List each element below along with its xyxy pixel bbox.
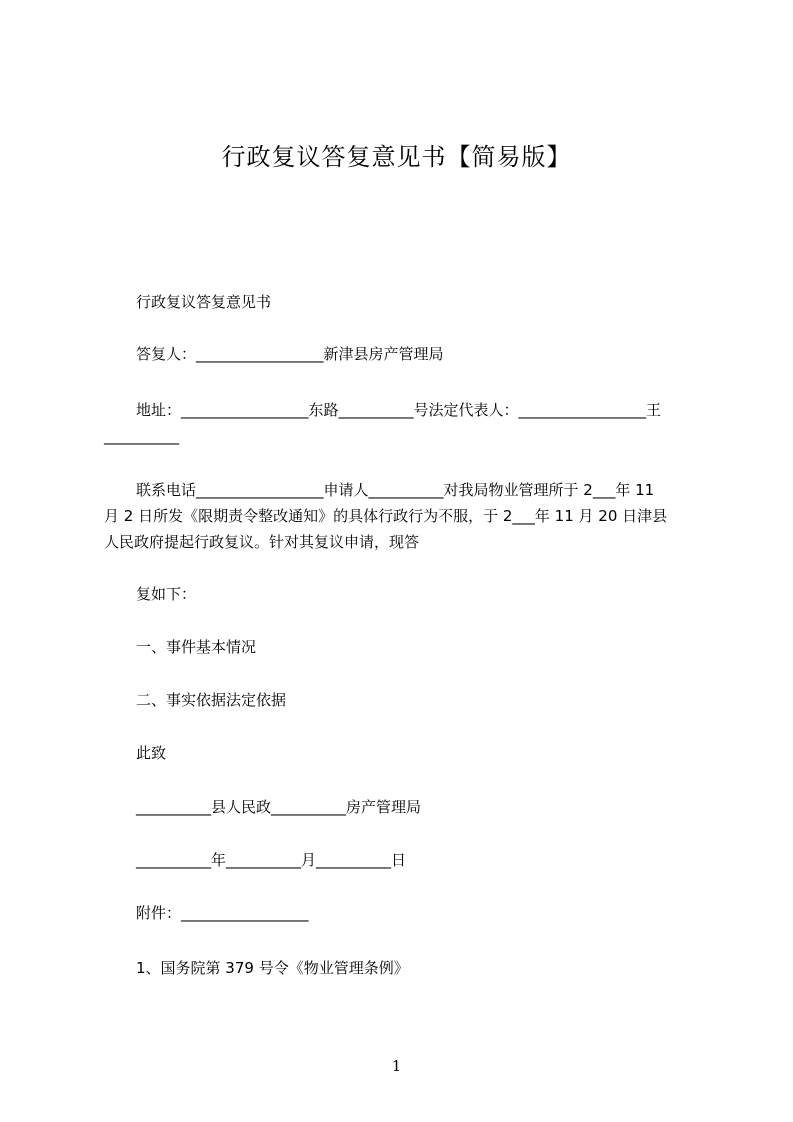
section-1-heading: 一、事件基本情况 (136, 638, 257, 656)
respondent-line: 答复人：_________________新津县房产管理局 (136, 345, 444, 363)
document-title: 行政复议答复意见书【简易版】 (221, 143, 572, 171)
contact-line-2: 月 2 日所发《限期责令整改通知》的具体行政行为不服，于 2___年 11 月 20 日津县 (104, 507, 668, 525)
contact-line-1: 联系电话_________________申请人__________对我局物业管理所于 2___年 11 (136, 481, 655, 499)
address-line-2: __________ (104, 427, 179, 445)
contact-paragraph (104, 477, 704, 555)
contact-line-3: 人民政府提起行政复议。针对其复议申请，现答 (104, 533, 420, 551)
address-line-1: 地址：_________________东路__________号法定代表人：_________________王 (136, 401, 662, 419)
attachment-item-1: 1、国务院第 379 号令《物业管理条例》 (136, 959, 409, 977)
reply-as-follows: 复如下： (136, 585, 197, 603)
salutation: 此致 (136, 744, 167, 762)
page-number: 1 (391, 1057, 402, 1075)
recipients-line: __________县人民政__________房产管理局 (136, 798, 422, 816)
date-line: __________年__________月__________日 (136, 851, 407, 869)
attachment-line: 附件：_________________ (136, 904, 309, 922)
section-2-heading: 二、事实依据法定依据 (136, 691, 287, 709)
document-heading: 行政复议答复意见书 (136, 293, 272, 311)
address-paragraph (104, 397, 704, 449)
